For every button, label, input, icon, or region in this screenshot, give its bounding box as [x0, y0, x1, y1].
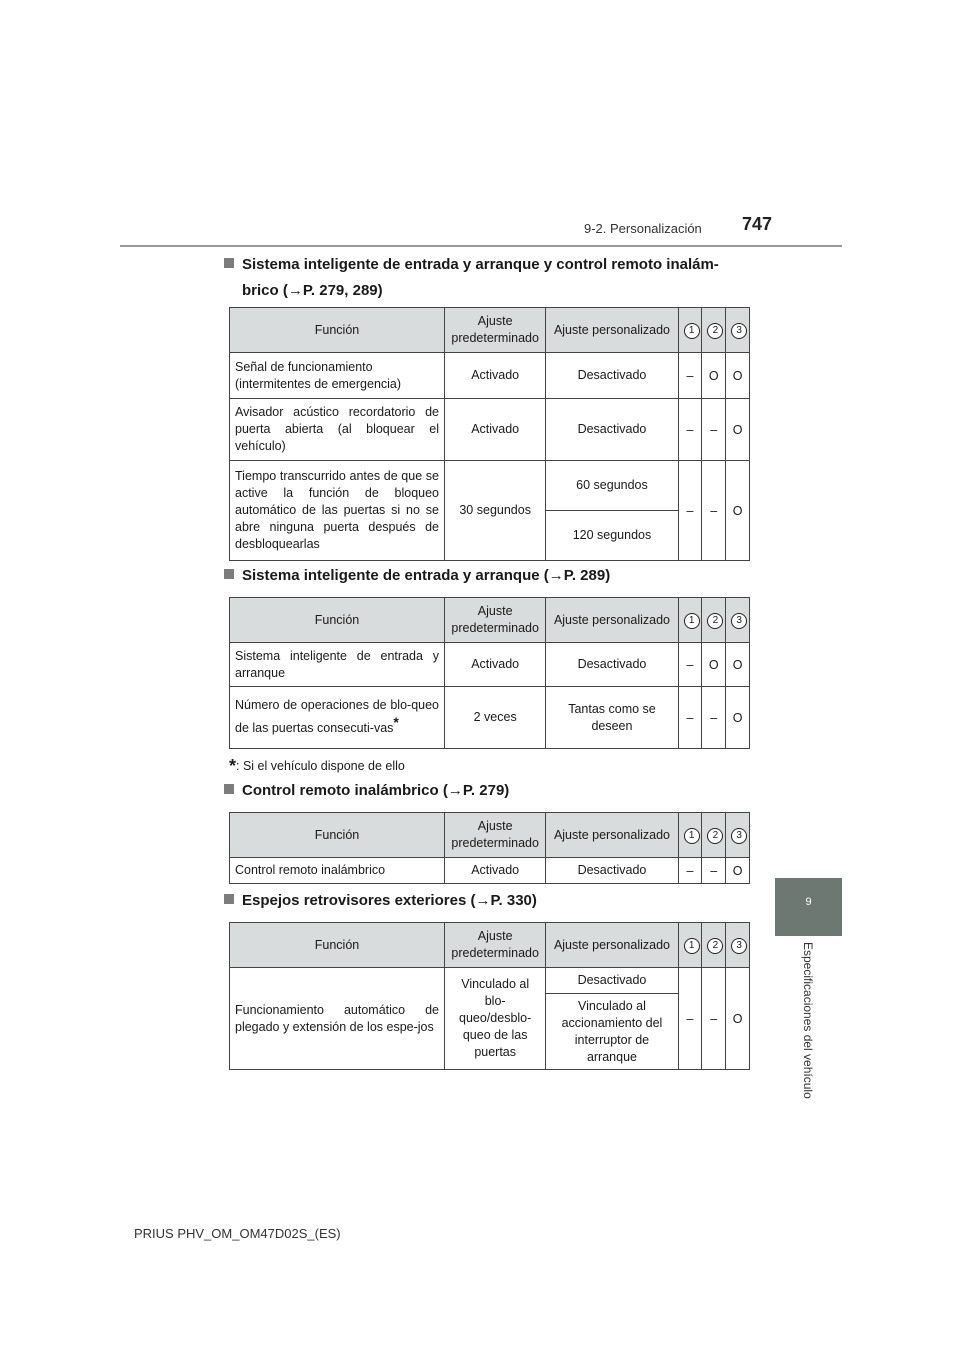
header-ajuste-pers: Ajuste personalizado: [546, 923, 678, 968]
header-col-1: [678, 923, 702, 968]
circled-3-icon: 3: [731, 613, 747, 629]
circled-2-icon: 2: [707, 938, 723, 954]
table-row: Funcionamiento automático de plegado y extensión de los espe-jos Vinculado al blo-queo/desblo-queo de las puertas Desactivado – – O: [230, 968, 750, 994]
header-funcion: Función: [230, 598, 445, 643]
table-row: Número de operaciones de blo-queo de las puertas consecuti-vas* 2 veces Tantas como se deseen – – O: [230, 687, 750, 749]
circled-3-icon: 3: [731, 938, 747, 954]
header-col-2: [702, 813, 726, 858]
circled-2-icon: 2: [707, 613, 723, 629]
header-col-1: [678, 308, 702, 353]
table-header-row: [230, 598, 750, 643]
header-col-2: [702, 598, 726, 643]
bullet-square-icon: [224, 894, 234, 904]
circled-1-icon: 1: [684, 613, 700, 629]
circled-1-icon: 1: [684, 323, 700, 339]
chapter-tab[interactable]: [775, 878, 842, 936]
circled-2-icon: 2: [707, 828, 723, 844]
header-ajuste-pred: Ajuste predeterminado: [445, 923, 546, 968]
table-header-row: [230, 308, 750, 353]
header-ajuste-pers: Ajuste personalizado: [546, 308, 678, 353]
bullet-square-icon: [224, 784, 234, 794]
table-row: Control remoto inalámbrico Activado Desactivado – – O: [230, 858, 750, 884]
spec-table: [229, 597, 750, 749]
footnote-mark: *: [393, 714, 399, 731]
table-row: Señal de funcionamiento (intermitentes de emergencia) Activado Desactivado – O O: [230, 353, 750, 399]
page-number: 747: [742, 214, 773, 234]
header-ajuste-pred: Ajuste predeterminado: [445, 813, 546, 858]
header-col-3: [726, 598, 750, 643]
chapter-number: 9: [805, 896, 812, 908]
table-row: 120 segundos: [230, 511, 750, 561]
table-header-row: [230, 813, 750, 858]
header-ajuste-pred: Ajuste predeterminado: [445, 308, 546, 353]
header-rule: [120, 245, 842, 247]
header-col-3: [726, 308, 750, 353]
bullet-square-icon: [224, 258, 234, 268]
circled-3-icon: 3: [731, 828, 747, 844]
circled-2-icon: 2: [707, 323, 723, 339]
header-ajuste-pers: Ajuste personalizado: [546, 598, 678, 643]
footnote: *: Si el vehículo dispone de ello: [229, 756, 405, 776]
header-funcion: Función: [230, 308, 445, 353]
header-col-3: [726, 813, 750, 858]
table-row: Avisador acústico recordatorio de puerta abierta (al bloquear el vehículo) Activado Desactivado – – O: [230, 399, 750, 461]
section-heading: Espejos retrovisores exteriores (→P. 330): [224, 888, 754, 914]
document-footer: PRIUS PHV_OM_OM47D02S_(ES): [134, 1226, 341, 1241]
section-header: 9-2. Personalización: [584, 221, 702, 236]
chapter-label: Especificaciones del vehículo: [801, 942, 815, 1099]
circled-1-icon: 1: [684, 828, 700, 844]
section-heading: Control remoto inalámbrico (→P. 279): [224, 778, 754, 804]
table-row: Tiempo transcurrido antes de que se active la función de bloqueo automático de las puertas si no se abre ninguna puerta después de desbloquearlas 30 segundos 60 segundos – – O: [230, 461, 750, 511]
header-ajuste-pred: Ajuste predeterminado: [445, 598, 546, 643]
section-heading: Sistema inteligente de entrada y arranque (→P. 289): [224, 563, 754, 589]
section-heading: Sistema inteligente de entrada y arranque y control remoto inalám- brico (→P. 279, 289): [224, 252, 754, 304]
bullet-square-icon: [224, 569, 234, 579]
table-row: Sistema inteligente de entrada y arranque Activado Desactivado – O O: [230, 643, 750, 687]
table-row: Vinculado al accionamiento del interruptor de arranque: [230, 994, 750, 1070]
header-col-1: [678, 813, 702, 858]
header-col-2: [702, 308, 726, 353]
header-funcion: Función: [230, 813, 445, 858]
header-funcion: Función: [230, 923, 445, 968]
circled-3-icon: 3: [731, 323, 747, 339]
header-col-3: [726, 923, 750, 968]
header-ajuste-pers: Ajuste personalizado: [546, 813, 678, 858]
table-header-row: [230, 923, 750, 968]
spec-table: [229, 922, 750, 1070]
header-col-2: [702, 923, 726, 968]
footnote-star: *: [229, 756, 237, 776]
circled-1-icon: 1: [684, 938, 700, 954]
spec-table: [229, 812, 750, 884]
header-col-1: [678, 598, 702, 643]
spec-table: [229, 307, 750, 561]
